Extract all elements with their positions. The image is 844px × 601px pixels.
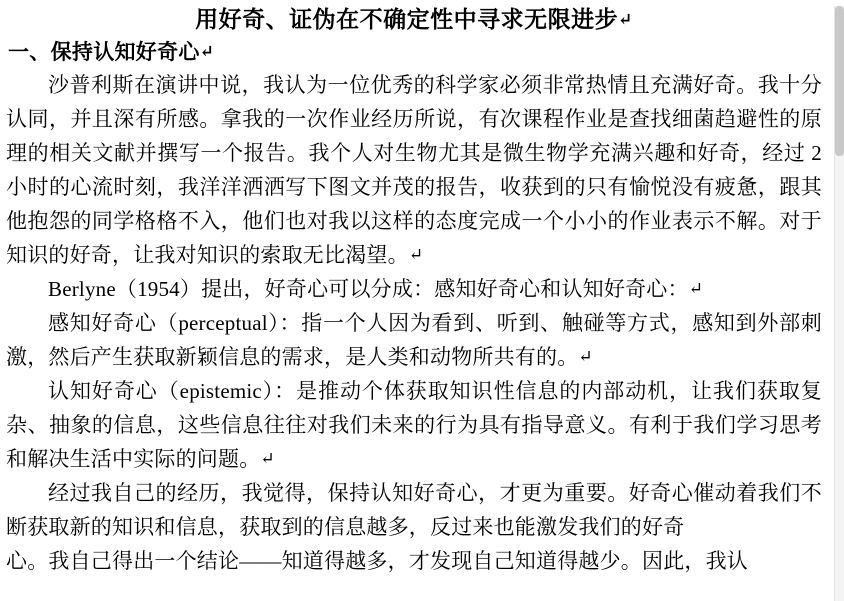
paragraph-text: 心。我自己得出一个结论——知道得越多，才发现自己知道得越少。因此，我认 [6,549,748,574]
paragraph-mark: ↵ [618,10,633,29]
paragraph [6,544,822,578]
paragraph [6,68,822,272]
scrollbar-track[interactable] [834,6,844,601]
paragraph-mark: ↵ [260,449,275,469]
paragraph-mark: ↵ [688,279,704,299]
document-title-text: 用好奇、证伪在不确定性中寻求无限进步 [195,7,619,32]
paragraph-text: 认知好奇心（epistemic）：是推动个体获取知识性信息的内部动机，让我们获取复杂、抽象的信息，这些信息往往对我们未来的行为具有指导意义。有利于我们学习思考和解决生活中实际的问题。 [6,379,822,472]
paragraph [6,272,822,306]
paragraph [6,476,822,544]
paragraph-text: 感知好奇心（perceptual）：指一个人因为看到、听到、触碰等方式，感知到外部刺激，然后产生获取新颖信息的需求，是人类和动物所共有的。 [6,311,822,370]
paragraph [6,374,822,476]
paragraph-text: 经过我自己的经历，我觉得，保持认知好奇心，才更为重要。好奇心催动着我们不断获取新的知识和信息，获取到的信息越多，反过来也能激发我们的好奇 [6,481,822,540]
document-content [0,6,836,574]
paragraph-text: 沙普利斯在演讲中说，我认为一位优秀的科学家必须非常热情且充满好奇。我十分认同，并且深有所感。拿我的一次作业经历所说，有次课程作业是查找细菌趋避性的原理的相关文献并撰写一个报告。我个人对生物尤其是微生物学充满兴趣和好奇，经过 2 小时的心流时刻，我洋洋洒洒写下图文并茂的报告，收获到的只有愉悦没有疲惫，跟其他抱怨的同学格格不入，他们也对我以这样的态度完成一个小小的作业表示不解。对于知识的好奇，让我对知识的索取无比渴望。 [6,73,822,268]
paragraph-mark: ↵ [199,41,215,61]
section-heading-1 [6,39,822,66]
paragraph [6,306,822,374]
scrollbar-thumb[interactable] [835,6,844,156]
paragraph-mark: ↵ [578,347,593,367]
paragraph-clipped [6,544,822,574]
section-heading-1-text: 一、保持认知好奇心 [8,39,200,64]
paragraph-text: Berlyne（1954）提出，好奇心可以分成：感知好奇心和认知好奇心： [48,277,689,302]
paragraph-mark: ↵ [408,245,424,265]
document-page [0,6,844,601]
document-title [6,6,822,35]
